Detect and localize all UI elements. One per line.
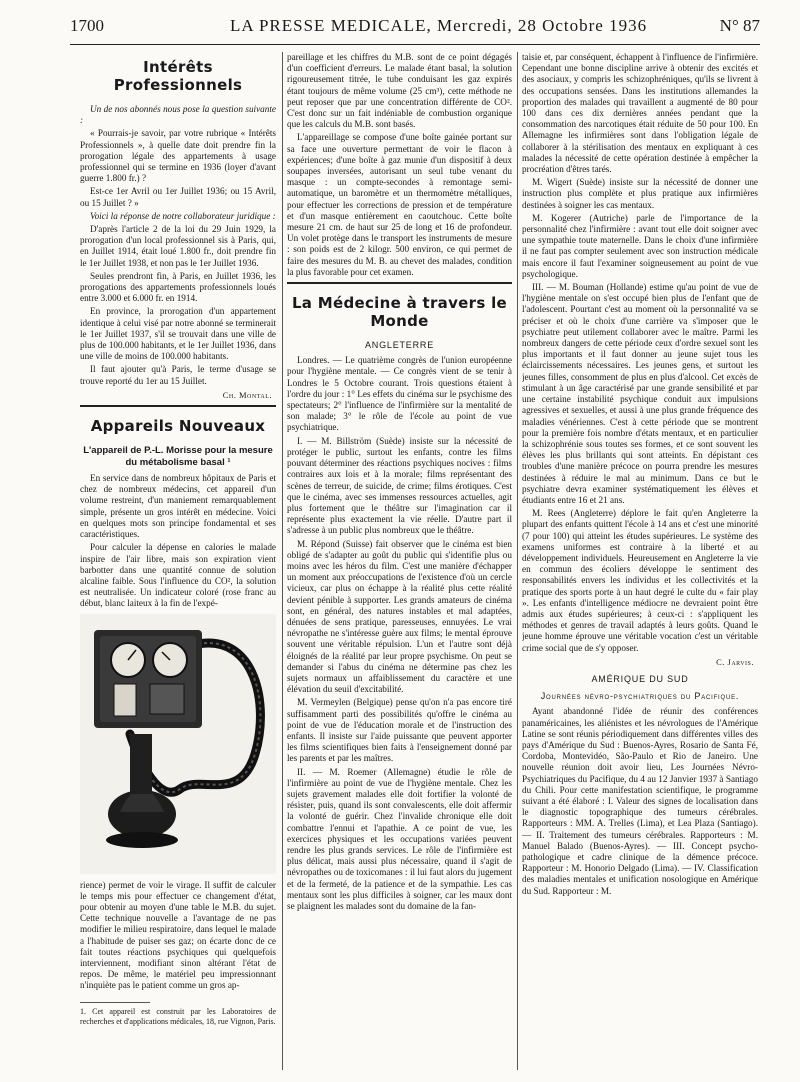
paragraph: Il faut ajouter qu'à Paris, le terme d'usage se trouve reporté du 1er au 15 Juillet. [80, 364, 276, 386]
paragraph: III. — M. Bouman (Hollande) estime qu'au point de vue de l'hygiène mentale on s'est occupé bien plus de l'enfant que de l'adolescent. Pourtant c'est au moment où la personnalité va se préciser et où le choix d'une carrière va s'imposer que le psychiatre peut utilement collaborer avec le maître. Parmi les nombreux dangers de cette période ceux d'ordre sexuel sont les plus importants et il faut donner au jeune sujet tous les éclaircissements nécessaires. Les jeunes gens, et surtout les jeunes filles, consomment de plus en plus d'alcool. Cet excès de stimulant à un âge caractérisé par une grande sensibilité et par une certaine instabilité psychique conduit aux impulsions agressives et sexuelles, et aussi à une plus grande fréquence des maladies vénériennes. C'est à cette période que se montrent pour la première fois nombre d'états mentaux, et en particulier la schizophrénie sous toutes ses formes, et ce sont souvent les élèves les plus brillants qui sont atteints. En dépistant ces troubles d'une manière précoce on pourra prendre les mesures destinées à réduire le mal au minimum. Dans ce but le psychiatre devra examiner systématiquement les élèves et étudiants entre 16 et 21 ans. [522, 282, 758, 505]
paragraph: En province, la prorogation d'un appartement identique à celui visé par notre abonné se terminerait le 1er Juillet 1937, s'il se trouvait dans une ville de plus de 100.000 habitants, et le 1er Juillet 1936, dans une ville de moins de 100.000 habitants. [80, 306, 276, 362]
paragraph: II. — M. Roemer (Allemagne) étudie le rôle de l'infirmière au point de vue de l'hygiène mentale. Chez les sujets gravement malades elle doit fortifier la volonté de résister, puis, quand ils sont convalescents, elle doit affermir la volonté de guérir. Chez l'invalide chronique elle doit combattre l'ennui et l'apathie. A ce point de vue, les exercices physiques et les occupations variées peuvent rendre les plus grands services. Le rôle de l'infirmière est plus délicat, mais aussi plus nécessaire, quand il s'agit de névropathes ou de toxicomanes : il lui faut alors du jugement et de la fermeté, de la patience et de la sympathie. Les cas mentaux sont les plus difficiles à soigner, car les maux dont se plaignent les malades sont du domaine de la fan- [287, 766, 512, 912]
column-2 [287, 52, 512, 1070]
paragraph: Seules prendront fin, à Paris, en Juillet 1936, les prorogations des appartements professionnels loués entre 3.000 et 6.000 fr. en 1914. [80, 270, 276, 304]
metabolism-apparatus-illustration [80, 614, 276, 874]
paragraph: En service dans de nombreux hôpitaux de Paris et chez de nombreux médecins, cet appareil d'un volume restreint, d'un maniement remarquablement simple, présente un gros intérêt en médecine. Voici en quelques mots son principe fondamental et ses caractéristiques. [80, 473, 276, 540]
column-divider [282, 52, 283, 1070]
page-header [70, 16, 760, 40]
paragraph: Ayant abandonné l'idée de réunir des conférences panaméricaines, les aliénistes et les névrologues de l'Amérique Latine se sont réunis périodiquement dans différentes villes des pays d'Amérique du Sud : Buenos-Ayres, Rosario de Santa Fé, Cordoba, Montevidéo, São-Paulo et Rio de Janeiro. Une nouvelle réunion doit avoir lieu, Les Journées Névro-Psychiatriques du Pacifique, du 4 au 12 Janvier 1937 à Santiago du Chili. Pour cette manifestation scientifique, le programme suivant a été élaboré : I. Valeur des signes de localisation dans le diagnostic topographique des tumeurs cérébrales. Rapporteurs : MM. A. Trelles (Lima), et Lea Plaza (Santiago). — II. Traitement des tumeurs cérébrales. Rapporteurs : M. Manuel Balado (Buenos-Ayres). — III. Concept psycho-pathologique et cadre clinique de la démence précoce. Rapporteur : M. Honorio Delgado (Lima). — IV. Classification des maladies mentales et unification nosologique en Amérique du Sud. Rapporteur : M. [522, 706, 758, 896]
country-heading: ANGLETERRE [364, 340, 434, 351]
footnote: 1. Cet appareil est construit par les Laboratoires de recherches et d'applications médicales, 18, rue Vignon, Paris. [80, 1006, 276, 1026]
paragraph: Londres. — Le quatrième congrès de l'union européenne pour l'hygiène mentale. — Ce congrès vient de se tenir à Londres le 5 Octobre courant. Trois questions étaient à l'ordre du jour : 1° Les effets du cinéma sur le psychisme des spectateurs; 2° l'influence de l'infirmière sur la mentalité de son malade; 3° le rôle de l'école au point de vue psychiatrique. [287, 355, 512, 433]
paragraph: Est-ce 1er Avril ou 1er Juillet 1936; ou 15 Avril, ou 15 Juillet ? » [80, 186, 276, 208]
column-3 [522, 52, 758, 1070]
paragraph: Pour calculer la dépense en calories le malade inspire de l'air libre, mais son expiration vient barbotter dans une quantité connue de solution alcaline faible. Sous l'influence du CO², la solution est neutralisée. Un indicateur coloré (rose franc au début, blanc laiteux à la fin de l'expé- [80, 542, 276, 609]
section-rule [80, 405, 276, 407]
paragraph: M. Wigert (Suède) insiste sur la nécessité de donner une instruction plus complète et plus pratique aux infirmières destinées à soigner les cas mentaux. [522, 177, 758, 210]
paragraph: Un de nos abonnés nous pose la question suivante : [80, 104, 276, 126]
apparatus-figure [80, 614, 276, 874]
paragraph: D'après l'article 2 de la loi du 29 Juin 1929, la prorogation d'un local professionnel sis à Paris, qui, en Juillet 1914, était loué 1.800 fr., doit prendre fin le 1er Juillet 1938, et non pas le 1er Juillet 1936. [80, 224, 276, 268]
paragraph: M. Vermeylen (Belgique) pense qu'on n'a pas encore tiré suffisamment parti des possibilités qu'offre le cinéma au point de vue de l'éducation morale et de l'instruction des enfants. Il insiste sur l'aide puissante que peuvent apporter les films scientifiques bien faits à l'enseignement donné par les parents et par les maîtres. [287, 697, 512, 764]
column-divider [517, 52, 518, 1070]
paragraph: I. — M. Billström (Suède) insiste sur la nécessité de protéger le public, surtout les enfants, contre les films pouvant déterminer des réactions psychiques nocives : films contraires aux lois et à la morale; films représentant des scènes de terreur, de suicide, de crime; films érotiques. C'est que le cinéma, avec ses immenses ressources actuelles, agit plus fortement que le théâtre sur l'imagination car il représente plus exactement la vie réelle. D'autre part il s'adresse à un public plus nombreux que le théâtre. [287, 435, 512, 536]
paragraph: M. Rees (Angleterre) déplore le fait qu'en Angleterre la plupart des enfants quittent l'école à 14 ans et c'est une minorité (7 pour 100) qui atteint les études supérieures. Le système des examens uniformes est contraire à la liberté et au développement individuels. Heureusement en Angleterre la vie en commun des écoliers développe le sentiment des responsabilités envers les individus et les collectivités et la pratique des sports porte à un haut degré le culte du « fair play ». Les enfants d'intelligence médiocre ne devraient point être admis aux études supérieures; à ceux-ci : s'appliquent les méthodes et genres de travail adaptés à leurs goûts. Quand le jeune homme éprouve une véritable vocation c'est un véritable crime social que de s'y opposer. [522, 508, 758, 653]
page-number: 1700 [70, 16, 104, 35]
footnote-rule [80, 1002, 150, 1003]
paragraph: « Pourrais-je savoir, par votre rubrique « Intérêts Professionnels », à quelle date doit prendre fin la prorogation légale des appartements à usage professionnel qui se termine en 1936 (loyer d'avant guerre 1.800 fr.) ? [80, 128, 276, 184]
signature: C. Jarvis. [716, 656, 754, 667]
issue-number: N° 87 [719, 16, 760, 35]
paragraph: taisie et, par conséquent, échappent à l'influence de l'infirmière. Cependant une bonne discipline arrive à obtenir des excités et des asociaux, y compris les schizophréniques, qu'ils se livrent à des occupations sensées. Dans les institutions allemandes la proportion des malades qui travaillent a augmenté de 80 pour 100 dans ces dix dernières années pendant que la consommation des narcotiques était réduite de 50 pour 100. En Allemagne les infirmières sont dans l'obligation légale de collaborer à la stérilisation des mentaux en expliquant à ces malades la nécessité de cette opération destinée à empêcher la procréation d'êtres tarés. [522, 52, 758, 175]
paragraph: L'appareillage se compose d'une boîte gainée portant sur sa face une ouverture permettant de voir le flacon à expériences; d'une boîte à gaz munie d'un dispositif à deux soupapes inversées, autorisant un seul tube venant du masque : un compte-secondes à remontage semi-automatique, un baromètre et un thermomètre métalliques, pour effectuer les corrections de pression et de température et d'un masque entièrement en caoutchouc. Cette boîte mesure 21 cm. de haut sur 25 de long et 16 de profondeur. Un volet protège dans le transport les instruments de mesure : son poids est de 2 kilogr. 500 environ, ce qui permet de faire des mesures du M. B. au chevet des malades, condition la plus favorable pour cet examen. [287, 132, 512, 277]
section-rule [287, 282, 512, 284]
paragraph: rience) permet de voir le virage. Il suffit de calculer le temps mis pour effectuer ce changement d'état, pour obtenir au moyen d'une table le M.B. du sujet. Cette technique nouvelle a l'avantage de ne pas modifier le milieu respiratoire, dans lequel le malade a l'habitude de puiser ses gaz; on écarte donc de ce fait toutes réactions psychiques qui quelquefois interviennent, modifiant sinon altérant l'état de repos. De même, le matériel peu impressionnant n'inquiète pas le patient comme un gros ap- [80, 879, 276, 991]
section-title-interets: Intérêts Professionnels [113, 58, 243, 94]
signature: Ch. Montal. [222, 389, 272, 400]
country-heading: AMÉRIQUE DU SUD [591, 673, 689, 684]
paragraph: pareillage et les chiffres du M.B. sont de ce point dégagés d'un coefficient d'erreurs. Le malade étant basal, la solution rigoureusement titrée, le tube conduisant les gaz expirés étant toujours de même volume (25 cm³), cette méthode ne peut reposer que par une concentration différente de CO². C'est donc sur un fait indéniable de combustion organique que les calculs du M.B. sont basés. [287, 52, 512, 130]
article-subtitle: L'appareil de P.-L. Morisse pour la mesure du métabolisme basal ¹ [83, 445, 273, 469]
article-subtitle: Journées névro-psychiatriques du Pacifique. [540, 691, 740, 702]
section-title-medecine: La Médecine à travers le Monde [291, 294, 508, 331]
paragraph: M. Kogerer (Autriche) parle de l'importance de la personnalité chez l'infirmière : avant tout elle doit soigner avec une sympathie toute maternelle. Dans le choix d'une infirmière il ne faut pas compter seulement avec son instruction médicale mais encore il faut l'examiner soigneusement au point de vue psychologique. [522, 212, 758, 279]
journal-title: LA PRESSE MEDICALE, Mercredi, 28 Octobre 1936 [230, 16, 648, 35]
paragraph: Voici la réponse de notre collaborateur juridique : [90, 210, 276, 221]
column-1 [80, 52, 276, 1070]
paragraph: M. Répond (Suisse) fait observer que le cinéma est bien obligé de s'adapter au goût du public qui s'identifie plus ou moins avec les héros du film. C'est une manière d'échapper un moment aux préoccupations de l'existence d'où un cercle vicieux, car plus on échappe à la réalité plus cette réalité devient pénible à supporter. Les grands amateurs de cinéma sont, en général, des natures instables et mal adaptées, dénuées de sens pratique, paresseuses, ennuyées. Le vrai névropathe ne s'intéresse guère aux films; le mental éprouve souvent une véritable répulsion. L'un et l'autre sont déjà éloignés de la réalité par leur propre psychisme. On peut se demander si l'abus du cinéma ne détermine pas chez les sujets normaux un affaiblissement du caractère et une élévation du seuil d'excitabilité. [287, 538, 512, 695]
section-title-appareils: Appareils Nouveaux [90, 417, 266, 436]
header-rule [70, 44, 760, 45]
